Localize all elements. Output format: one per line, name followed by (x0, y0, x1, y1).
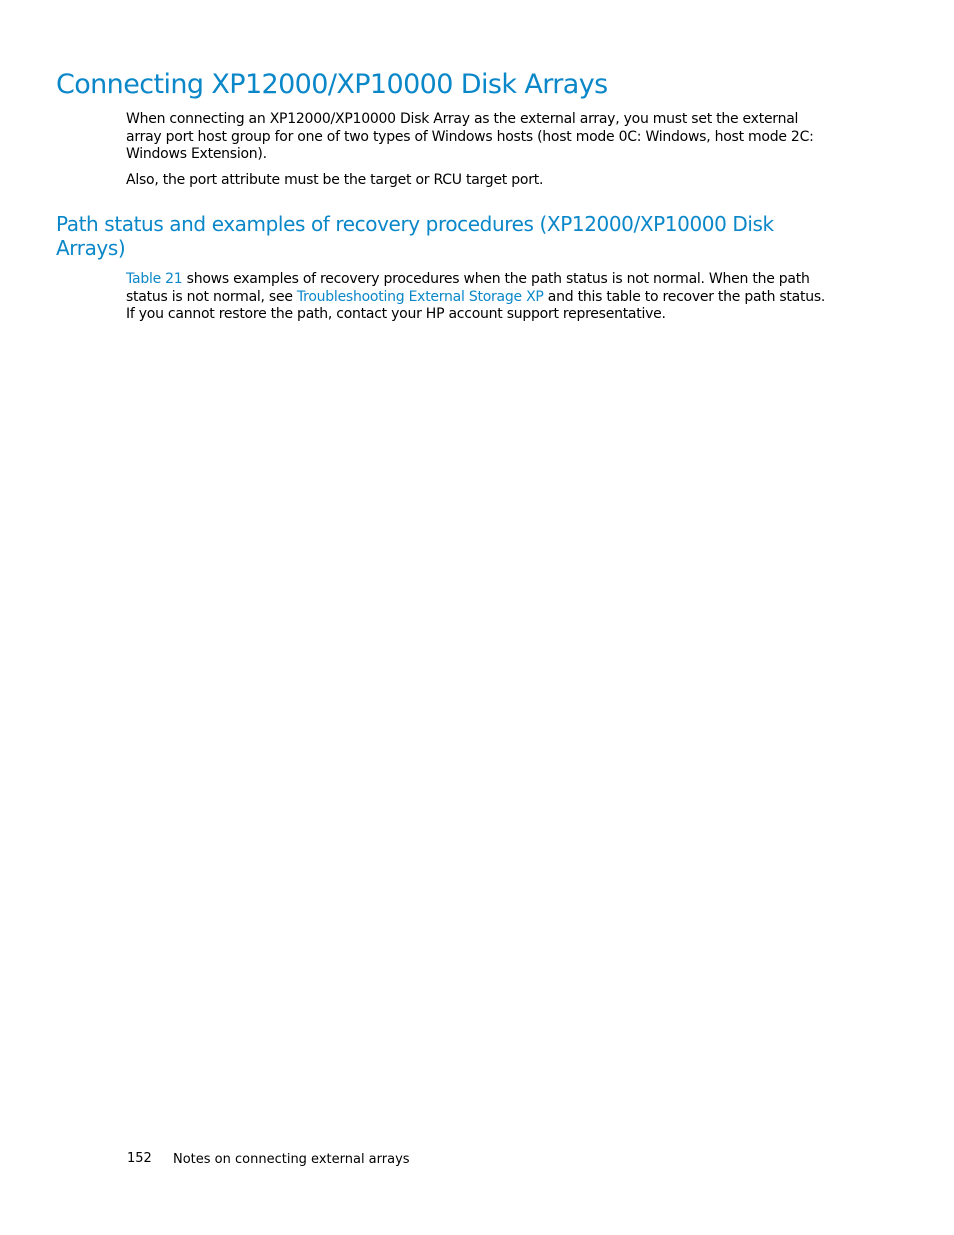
intro-paragraph: When connecting an XP12000/XP10000 Disk Array as the external array, you must set the external array port host group for one of two types of Windows hosts (host mode 0C: Windows, host mode 2C: Windows Extension). (126, 111, 814, 162)
table-21-link[interactable]: Table 21 (126, 271, 183, 287)
port-attribute-paragraph: Also, the port attribute must be the target or RCU target port. (126, 172, 544, 188)
footer-chapter-title: Notes on connecting external arrays (173, 1152, 410, 1167)
recovery-text-part-2: and this table to recover the path status. If you cannot restore the path, contact your HP account support representative. (126, 288, 826, 322)
recovery-text-part-1: shows examples of recovery procedures when the path status is not normal. When the path status is not normal, see (126, 271, 810, 305)
subsection-heading: Path status and examples of recovery procedures (XP12000/XP10000 Disk Arrays) (56, 212, 774, 260)
troubleshooting-link[interactable]: Troubleshooting External Storage XP (296, 288, 544, 305)
page-number: 152 (127, 1151, 152, 1166)
recovery-paragraph (126, 271, 826, 324)
section-heading: Connecting XP12000/XP10000 Disk Arrays (56, 69, 608, 100)
